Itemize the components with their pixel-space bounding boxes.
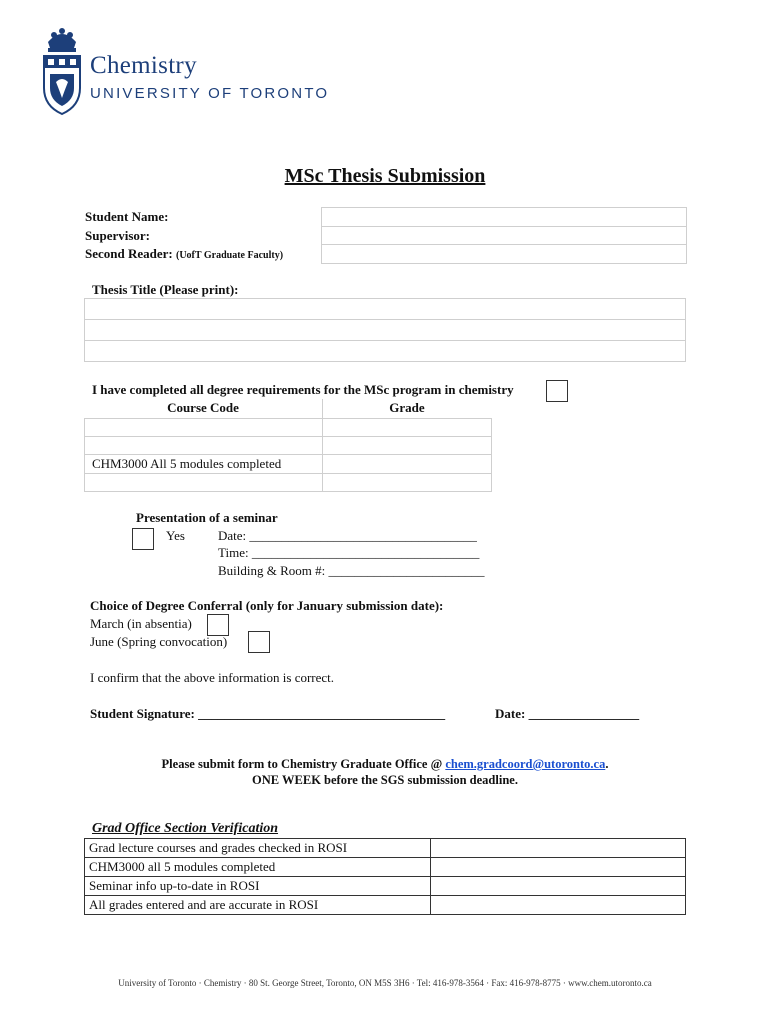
submit-deadline-note: ONE WEEK before the SGS submission deadline. [252, 773, 518, 787]
verification-item: Seminar info up-to-date in ROSI [85, 877, 431, 896]
second-reader-label-cell [85, 245, 322, 264]
conferral-march-checkbox[interactable] [207, 614, 229, 636]
grade-cell[interactable] [322, 473, 492, 491]
verification-heading: Grad Office Section Verification [92, 821, 279, 836]
second-reader-field[interactable] [322, 245, 687, 264]
form-title: MSc Thesis Submission [284, 165, 486, 187]
student-name-label: Student Name: [85, 209, 169, 224]
submit-suffix: . [605, 757, 609, 771]
seminar-time-field[interactable]: Time: ___________________________________ [218, 545, 480, 560]
grad-office-email-link[interactable]: chem.gradcoord@utoronto.ca [445, 757, 606, 771]
second-reader-label: Second Reader: [85, 246, 173, 261]
course-code-cell[interactable] [85, 473, 323, 491]
chemistry-uoft-logo [40, 26, 340, 118]
course-code-cell[interactable]: CHM3000 All 5 modules completed [85, 454, 323, 473]
verification-item: CHM3000 all 5 modules completed [85, 858, 431, 877]
grade-cell[interactable] [322, 418, 492, 436]
thesis-title-line-1[interactable] [85, 299, 686, 320]
column-header-course-code: Course Code [85, 399, 323, 418]
uoft-crest-icon [40, 26, 84, 118]
student-info-section [85, 207, 687, 264]
second-reader-note: (UofT Graduate Faculty) [176, 250, 284, 261]
verification-check-cell[interactable] [431, 896, 686, 915]
supervisor-label: Supervisor: [85, 227, 150, 243]
verification-item: Grad lecture courses and grades checked in ROSI [85, 839, 431, 858]
thesis-title-line-2[interactable] [85, 320, 686, 341]
submit-prefix: Please submit form to Chemistry Graduate Office @ [161, 757, 446, 771]
seminar-date-field[interactable]: Date: ___________________________________ [218, 528, 477, 543]
department-name: Chemistry [90, 52, 197, 79]
conferral-june-label: June (Spring convocation) [90, 634, 228, 649]
verification-check-cell[interactable] [431, 877, 686, 896]
supervisor-field[interactable] [322, 227, 687, 245]
submit-instructions [0, 757, 770, 772]
column-header-grade: Grade [322, 399, 492, 418]
seminar-heading: Presentation of a seminar [136, 510, 278, 525]
requirements-statement: I have completed all degree requirements for the MSc program in chemistry [92, 382, 514, 397]
course-code-cell[interactable] [85, 436, 323, 454]
grade-cell[interactable] [322, 454, 492, 473]
verification-table [84, 838, 686, 915]
verification-check-cell[interactable] [431, 858, 686, 877]
seminar-yes-checkbox[interactable] [132, 528, 154, 550]
thesis-title-label: Thesis Title (Please print): [92, 282, 239, 297]
verification-item: All grades entered and are accurate in ROSI [85, 896, 431, 915]
requirements-checkbox[interactable] [546, 380, 568, 402]
grade-cell[interactable] [322, 436, 492, 454]
thesis-title-fields [84, 298, 686, 362]
requirements-table [84, 399, 492, 492]
course-code-cell[interactable] [85, 418, 323, 436]
seminar-room-field[interactable]: Building & Room #: ________________________ [218, 563, 485, 578]
university-name: UNIVERSITY OF TORONTO [90, 85, 330, 102]
conferral-june-checkbox[interactable] [248, 631, 270, 653]
student-name-field[interactable] [322, 208, 687, 227]
confirmation-statement: I confirm that the above information is correct. [90, 670, 335, 685]
thesis-title-line-3[interactable] [85, 341, 686, 362]
signature-date-field[interactable]: Date: _________________ [495, 706, 640, 721]
conferral-heading: Choice of Degree Conferral (only for January submission date): [90, 598, 444, 613]
seminar-yes-label: Yes [166, 528, 185, 543]
page-footer: University of Toronto · Chemistry · 80 St. George Street, Toronto, ON M5S 3H6 · Tel: 416-978-3564 · Fax: 416-978-8775 · www.chem.utoronto.ca [118, 978, 652, 988]
verification-check-cell[interactable] [431, 839, 686, 858]
student-signature-field[interactable]: Student Signature: ______________________________________ [90, 706, 446, 721]
conferral-march-label: March (in absentia) [90, 616, 192, 631]
